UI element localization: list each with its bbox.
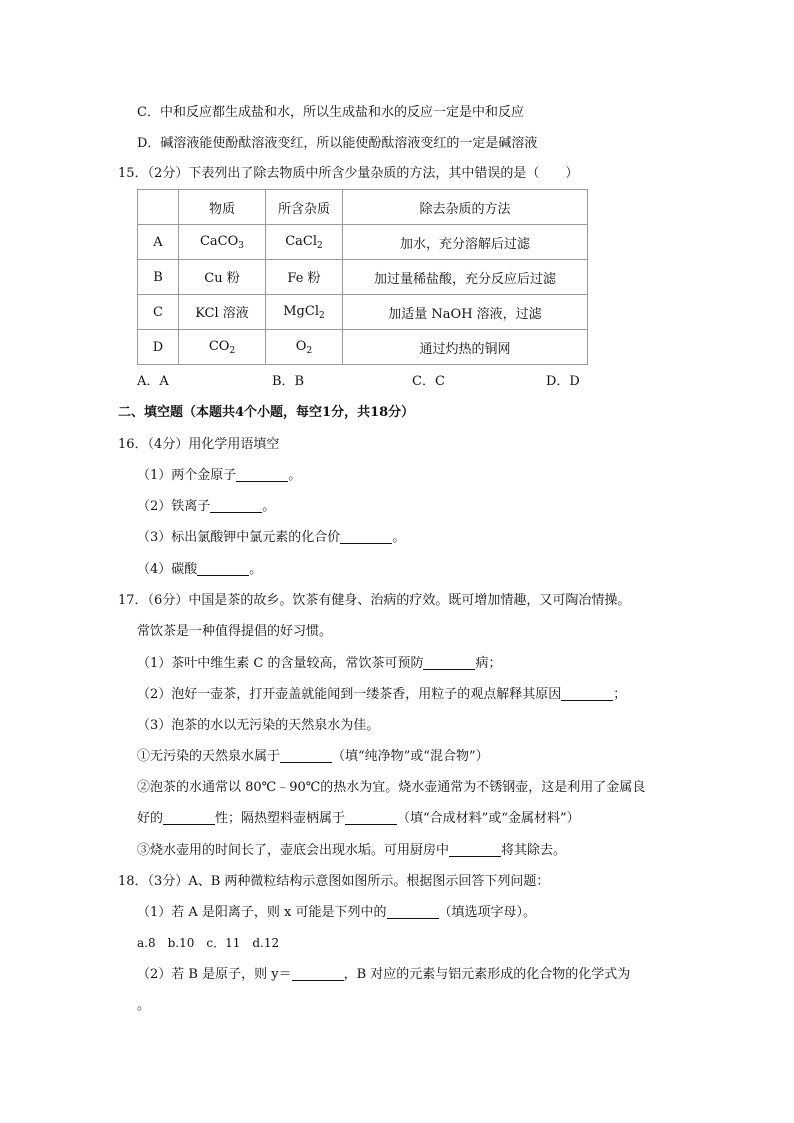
item-text: 好的: [137, 811, 164, 826]
impurity-table: [137, 189, 588, 365]
q17-sub-3: （3）泡茶的水以无污染的天然泉水为佳。: [137, 718, 380, 733]
q18-sub-1: [137, 904, 536, 922]
item-text: （1）两个金原子: [137, 468, 237, 483]
row-label: A: [138, 225, 179, 260]
q17-stem-cont: 常饮茶是一种值得提倡的好习惯。: [137, 624, 333, 639]
item-text: （1）茶叶中维生素 C 的含量较高，常饮茶可预防: [137, 656, 424, 671]
item-text: 。: [288, 468, 302, 483]
table-row: [138, 330, 588, 365]
item-text: （2）泡好一壶茶，打开壶盖就能闻到一缕茶香，用粒子的观点解释其原因: [137, 687, 562, 702]
q15-option-a: A．A: [137, 374, 169, 389]
substance-cell: [179, 295, 266, 330]
q16-item-3: [137, 529, 405, 547]
q17-sub-2: [137, 686, 626, 704]
impurity-text: CaCl: [285, 233, 318, 249]
substance-text: KCl 溶液: [195, 305, 249, 321]
answer-blank[interactable]: [292, 967, 344, 981]
table-header-cell: 除去杂质的方法: [343, 190, 588, 225]
item-text: 。: [392, 530, 406, 545]
method-cell: 通过灼热的铜网: [343, 330, 588, 365]
item-text: （填选项字母）。: [438, 905, 537, 920]
answer-blank[interactable]: [340, 530, 392, 544]
substance-text: CO: [208, 338, 230, 354]
answer-blank[interactable]: [197, 562, 249, 576]
q17-sub-1: [137, 655, 502, 673]
q16-item-1: [137, 467, 301, 485]
item-text: （3）标出氯酸钾中氯元素的化合价: [137, 530, 341, 545]
item-text: 。: [249, 562, 263, 577]
item-text: 。: [262, 499, 276, 514]
q15-option-b: B．B: [272, 374, 305, 389]
q17-stem: 17．（6分）中国是茶的故乡。饮茶有健身、治病的疗效。既可增加情趣，又可陶冶情操。: [118, 593, 631, 608]
answer-blank[interactable]: [280, 749, 332, 763]
answer-blank[interactable]: [423, 656, 475, 670]
substance-text: CaCO: [199, 233, 239, 249]
q18-choices: a.8 b.10 c．11 d.12: [137, 936, 280, 950]
impurity-cell: [266, 260, 343, 295]
answer-blank[interactable]: [449, 843, 501, 857]
row-label: D: [138, 330, 179, 365]
item-text: （2）若 B 是原子，则 y＝: [137, 967, 292, 982]
table-header-cell: 物质: [179, 190, 266, 225]
q15-option-d: D．D: [546, 374, 580, 389]
substance-subscript: 2: [229, 345, 236, 356]
answer-blank[interactable]: [387, 905, 439, 919]
q16-stem: 16．（4分）用化学用语填空: [118, 437, 280, 452]
q18-sub-2-end: 。: [137, 998, 151, 1013]
q18-stem: 18．（3分）A、B 两种微粒结构示意图如图所示。根据图示回答下列问题：: [118, 874, 550, 889]
row-label: C: [138, 295, 179, 330]
q17-point-1: [137, 748, 489, 766]
item-text: 将其除去。: [501, 843, 567, 858]
answer-blank[interactable]: [561, 687, 613, 701]
answer-blank[interactable]: [210, 499, 262, 513]
impurity-text: O: [295, 338, 307, 354]
answer-blank[interactable]: [163, 811, 215, 825]
impurity-subscript: 2: [319, 310, 325, 321]
impurity-cell: [266, 295, 343, 330]
table-row: [138, 260, 588, 295]
substance-cell: [179, 330, 266, 365]
table-header-cell: [138, 190, 179, 225]
impurity-text: MgCl: [283, 303, 319, 319]
item-text: （1）若 A 是阳离子，则 x 可能是下列中的: [137, 905, 387, 920]
item-text: ③烧水壶用的时间长了，壶底会出现水垢。可用厨房中: [137, 843, 450, 858]
row-label: B: [138, 260, 179, 295]
substance-cell: [179, 260, 266, 295]
impurity-subscript: 2: [306, 345, 313, 356]
item-text: （填“合成材料”或“金属材料”）: [397, 811, 580, 826]
method-cell: 加过量稀盐酸，充分反应后过滤: [343, 260, 588, 295]
table-header-row: [138, 190, 588, 225]
method-cell: 加适量 NaOH 溶液，过滤: [343, 295, 588, 330]
q14-option-c: C．中和反应都生成盐和水，所以生成盐和水的反应一定是中和反应: [137, 105, 524, 120]
substance-subscript: 3: [238, 240, 245, 251]
item-text: 性；隔热塑料壶柄属于: [215, 811, 346, 826]
table-row: [138, 295, 588, 330]
impurity-subscript: 2: [317, 240, 323, 251]
q18-sub-2: [137, 966, 630, 984]
item-text: （4）碳酸: [137, 562, 198, 577]
item-text: ；: [613, 687, 627, 702]
substance-cell: [179, 225, 266, 260]
q15-option-c: C．C: [412, 374, 445, 389]
q16-item-4: [137, 561, 262, 579]
impurity-cell: [266, 330, 343, 365]
q17-point-2-cont: [137, 810, 580, 828]
table-row: [138, 225, 588, 260]
answer-blank[interactable]: [345, 811, 397, 825]
item-text: （填“纯净物”或“混合物”）: [332, 749, 489, 764]
substance-text: Cu 粉: [204, 270, 240, 286]
item-text: ①无污染的天然泉水属于: [137, 749, 281, 764]
item-text: （2）铁离子: [137, 499, 211, 514]
q17-point-3: [137, 842, 566, 860]
section-heading: 二、填空题（本题共4个小题，每空1分，共18分）: [118, 405, 415, 420]
item-text: ，B 对应的元素与铝元素形成的化合物的化学式为: [343, 967, 631, 982]
answer-blank[interactable]: [236, 468, 288, 482]
table-header-cell: 所含杂质: [266, 190, 343, 225]
impurity-text: Fe 粉: [287, 270, 321, 286]
q14-option-d: D．碱溶液能使酚酞溶液变红，所以能使酚酞溶液变红的一定是碱溶液: [137, 136, 538, 151]
q16-item-2: [137, 498, 275, 516]
q15-stem: 15．（2分）下表列出了除去物质中所含少量杂质的方法，其中错误的是（ ）: [118, 166, 579, 181]
impurity-cell: [266, 225, 343, 260]
method-cell: 加水，充分溶解后过滤: [343, 225, 588, 260]
q17-point-2: ②泡茶的水通常以 80℃﹣90℃的热水为宜。烧水壶通常为不锈钢壶，这是利用了金属良: [137, 780, 646, 795]
item-text: 病；: [475, 656, 502, 671]
